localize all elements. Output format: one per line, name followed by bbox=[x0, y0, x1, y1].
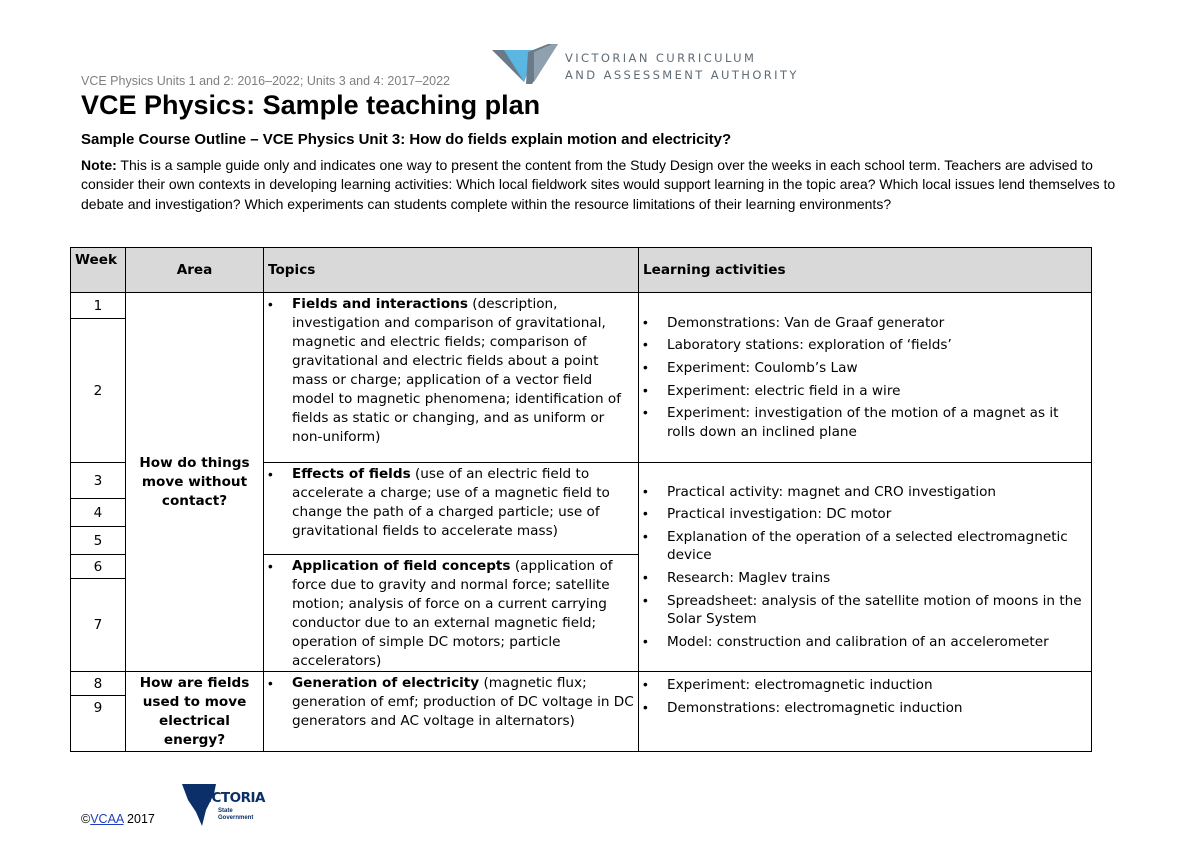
table-header-row bbox=[71, 248, 1092, 293]
activity-item: • Experiment: investigation of the motion of a magnet as it rolls down an inclined plane bbox=[643, 404, 1087, 441]
footer-copyright bbox=[81, 812, 155, 826]
table-row bbox=[71, 672, 1092, 696]
activity-item: • Explanation of the operation of a selected electromagnetic device bbox=[643, 528, 1087, 565]
copyright-symbol: © bbox=[81, 812, 91, 826]
week-cell: 7 bbox=[71, 579, 126, 672]
topic-item bbox=[268, 674, 634, 731]
logo-line-2: AND ASSESSMENT AUTHORITY bbox=[565, 68, 799, 82]
topic-cell bbox=[264, 672, 639, 752]
activity-item: • Laboratory stations: exploration of ‘fields’ bbox=[643, 336, 1087, 355]
activities-cell bbox=[639, 463, 1092, 672]
topic-detail: (application of force due to gravity and normal force; satellite motion; analysis of force on a current carrying conductor due to an external magnetic field; operation of simple DC motors; particle accelerators) bbox=[292, 558, 613, 669]
activity-item: • Experiment: electromagnetic induction bbox=[643, 676, 1087, 695]
activity-item: • Experiment: electric field in a wire bbox=[643, 382, 1087, 401]
week-cell: 3 bbox=[71, 463, 126, 499]
area-cell: How do things move without contact? bbox=[126, 293, 264, 672]
activity-item: • Research: Maglev trains bbox=[643, 569, 1087, 588]
topic-cell bbox=[264, 555, 639, 672]
topics-header: Topics bbox=[264, 248, 639, 293]
activity-item: • Practical investigation: DC motor bbox=[643, 505, 1087, 524]
week-cell: 6 bbox=[71, 555, 126, 579]
logo-line-1: VICTORIAN CURRICULUM bbox=[565, 51, 757, 65]
activities-cell bbox=[639, 672, 1092, 752]
area-header: Area bbox=[126, 248, 264, 293]
topic-title: Effects of fields bbox=[292, 466, 411, 482]
state-government-text bbox=[218, 808, 258, 822]
copyright-year: 2017 bbox=[123, 812, 155, 826]
week-cell: 8 bbox=[71, 672, 126, 696]
activities-cell bbox=[639, 293, 1092, 463]
state-line: State bbox=[218, 808, 233, 814]
activity-item: • Demonstrations: Van de Graaf generator bbox=[643, 314, 1087, 333]
topic-item bbox=[268, 465, 634, 541]
topic-title: Fields and interactions bbox=[292, 296, 468, 312]
topic-detail: (description, investigation and comparison of gravitational, magnetic and electric fields; comparison of gravitational and electric fields about a point mass or charge; application of a vector field model to magnetic phenomena; identification of fields as static or changing, and as uniform or non-uniform) bbox=[292, 296, 622, 445]
topic-item bbox=[268, 295, 634, 447]
page-title: VCE Physics: Sample teaching plan bbox=[81, 90, 541, 120]
activities-header: Learning activities bbox=[639, 248, 1092, 293]
activity-item: • Practical activity: magnet and CRO investigation bbox=[643, 483, 1087, 502]
week-cell: 9 bbox=[71, 696, 126, 752]
week-cell: 5 bbox=[71, 527, 126, 555]
activity-item: • Model: construction and calibration of an accelerometer bbox=[643, 633, 1087, 652]
page-subheader: VCE Physics Units 1 and 2: 2016–2022; Units 3 and 4: 2017–2022 bbox=[81, 74, 451, 88]
note-text: This is a sample guide only and indicates one way to present the content from the Study Design over the weeks in each school term. Teachers are advised to consider their own contexts in developing learning activities: Which local fieldwork sites would support learning in the topic area? Which local issues lend themselves to debate and investigation? Which experiments can students complete within the resource limitations of their learning environments? bbox=[81, 157, 1116, 212]
topic-item bbox=[268, 557, 634, 671]
government-line: Government bbox=[218, 815, 254, 821]
note-label: Note: bbox=[81, 157, 117, 173]
activity-item: • Spreadsheet: analysis of the satellite motion of moons in the Solar System bbox=[643, 592, 1087, 629]
topic-cell bbox=[264, 463, 639, 555]
week-cell: 4 bbox=[71, 499, 126, 527]
teaching-plan-table bbox=[70, 247, 1092, 752]
week-cell: 2 bbox=[71, 319, 126, 463]
page-subtitle: Sample Course Outline – VCE Physics Unit 3: How do fields explain motion and electricity? bbox=[81, 131, 732, 148]
vcaa-logo bbox=[490, 42, 799, 88]
activity-item: • Demonstrations: electromagnetic induction bbox=[643, 699, 1087, 718]
area-cell: How are fields used to move electrical energy? bbox=[126, 672, 264, 752]
topic-detail: (use of an electric field to accelerate a charge; use of a magnetic field to change the path of a charged particle; use of gravitational fields to accelerate mass) bbox=[292, 466, 610, 539]
week-cell: 1 bbox=[71, 293, 126, 319]
vcaa-chevron-icon bbox=[490, 42, 565, 88]
topic-title: Application of field concepts bbox=[292, 558, 511, 574]
table-row bbox=[71, 293, 1092, 319]
week-header: Week bbox=[71, 248, 126, 293]
topic-title: Generation of electricity bbox=[292, 675, 480, 691]
victoria-logo-text: VICTORIA bbox=[197, 790, 265, 806]
victoria-government-logo bbox=[180, 782, 265, 832]
vcaa-link[interactable]: VCAA bbox=[90, 812, 124, 826]
activity-item: • Experiment: Coulomb’s Law bbox=[643, 359, 1087, 378]
topic-cell bbox=[264, 293, 639, 463]
note-paragraph bbox=[81, 156, 1121, 214]
topic-detail: (magnetic flux; generation of emf; production of DC voltage in DC generators and AC voltage in alternators) bbox=[292, 675, 634, 729]
